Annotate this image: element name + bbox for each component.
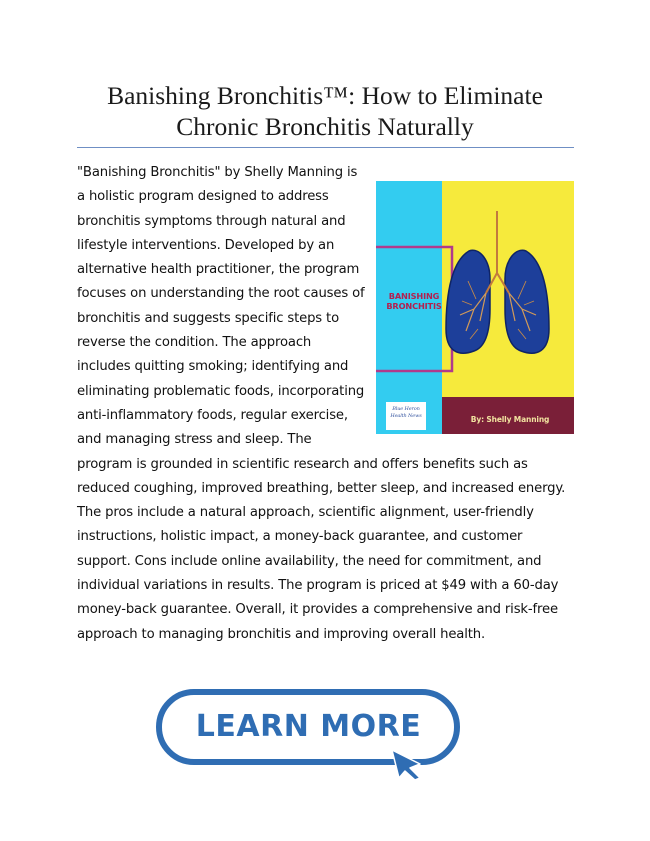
book-cover-image [376, 181, 574, 434]
title-line-1: Banishing Bronchitis™: How to Eliminate [107, 81, 543, 110]
body-paragraph: "Banishing Bronchitis" by Shelly Manning is a holistic program designed to address bronchitis symptoms through natural and lifestyle interventions. Developed by an alternative health practitioner, the program focuses on understanding the root causes of bronchitis and suggests specific steps to reverse the condition. The approach includes quitting smoking; identifying and eliminating problematic foods, incorporating anti-inflammatory foods, regular exercise, and managing stress and sleep. The program is grounded in scientific research and offers benefits such as reduced coughing, improved breathing, better sleep, and increased energy. The pros include a natural approach, scientific alignment, user-friendly instructions, holistic impact, a money-back guarantee, and customer support. Cons include online availability, the need for commitment, and individual variations in results. The program is priced at $49 with a 60-day money-back guarantee. Overall, it provides a comprehensive and risk-free approach to managing bronchitis and improving overall health. [77, 165, 566, 642]
cover-title-line-2: BRONCHITIS [386, 301, 442, 311]
cover-title-line-1: BANISHING [388, 291, 440, 301]
learn-more-button-frame [154, 688, 463, 780]
learn-more-button[interactable] [154, 688, 463, 780]
cover-publisher [386, 406, 426, 420]
title-line-2: Chronic Bronchitis Naturally [176, 112, 474, 141]
cover-publisher-line-2: Health News [390, 413, 422, 419]
article-body [77, 161, 574, 647]
cover-title [376, 291, 452, 311]
title-divider [77, 147, 574, 148]
cover-publisher-line-1: Blue Heron [392, 406, 420, 412]
cover-author: By: Shelly Manning [470, 415, 550, 424]
learn-more-label: LEARN MORE [195, 709, 422, 744]
page-title [40, 80, 610, 142]
